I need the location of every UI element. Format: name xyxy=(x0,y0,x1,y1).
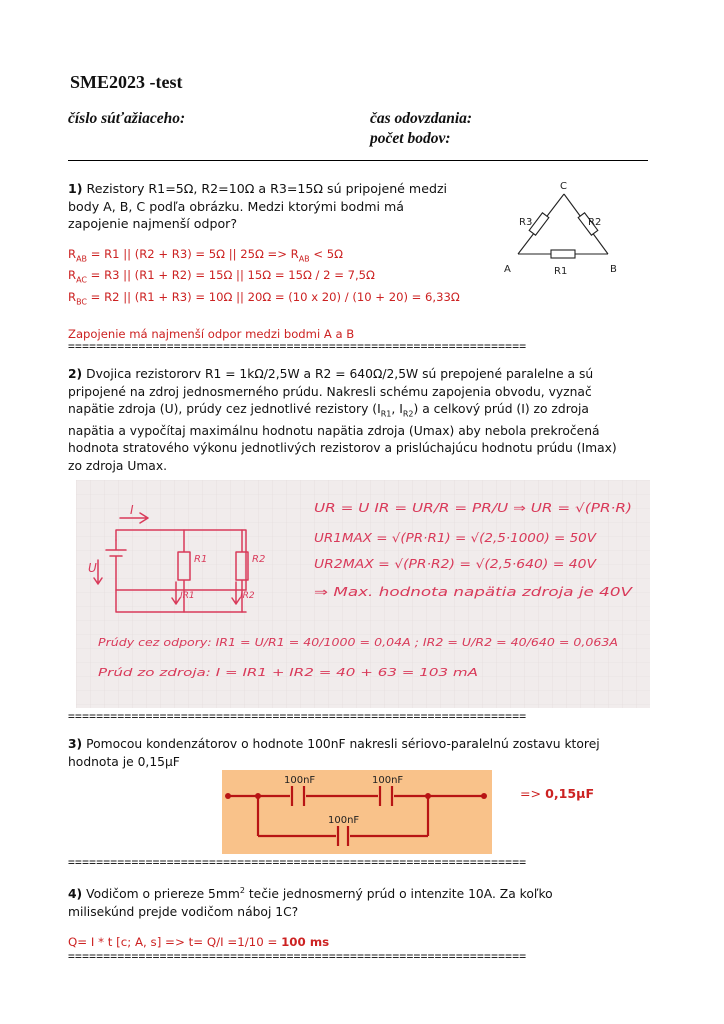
hw-u-label: U xyxy=(88,561,97,575)
q2-line-6: zo zdroja Umax. xyxy=(68,458,168,473)
hw-r1-label: R1 xyxy=(194,554,208,565)
q3-text xyxy=(68,736,668,771)
header-rule xyxy=(68,160,648,161)
q3-capacitor-diagram xyxy=(222,770,492,854)
q3-number: 3) xyxy=(68,737,83,751)
hw-eq-3: UR2MAX = √(PR·R2) = √(2,5·640) = 40V xyxy=(314,557,597,571)
q2-text xyxy=(68,366,668,475)
q2-number: 2) xyxy=(68,367,83,381)
node-b-label: B xyxy=(610,264,617,275)
q3-answer: => 0,15μF xyxy=(520,786,595,801)
q1-answer-ac: $R_{AC} = R3$ || (R1 + R2) = 15Ω || 15Ω = 15Ω / 2 = 7,5Ω xyxy=(68,268,375,285)
hw-eq-6: Prúd zo zdroja: I = IR1 + IR2 = 40 + 63 = 103 mA xyxy=(98,666,478,679)
hw-r2-label: R2 xyxy=(252,554,266,565)
q4-line-2: milisekúnd prejde vodičom náboj 1C? xyxy=(68,904,299,919)
q2-line-1: Dvojica rezistororv R1 = 1kΩ/2,5W a R2 = 640Ω/2,5W sú prepojené paralelne a sú xyxy=(86,367,594,381)
q4-text xyxy=(68,882,668,921)
q4-line-1: Vodičom o priereze $5mm^2$ tečie jednosmerný prúd o intenzite 10A. Za koľko xyxy=(86,886,553,902)
node-a-label: A xyxy=(504,264,511,275)
q1-answers xyxy=(68,246,508,342)
q2-line-2: pripojené na zdroj jednosmerného prúdu. Nakresli schému zapojenia obvodu, vyznač xyxy=(68,384,592,399)
q4-number: 4) xyxy=(68,887,83,902)
cap-2-label: 100nF xyxy=(372,775,404,786)
q1-text xyxy=(68,180,468,233)
r1-label: R1 xyxy=(554,266,568,277)
hw-ir2-label: IR2 xyxy=(240,591,255,601)
r3-label: R3 xyxy=(519,217,533,228)
hw-eq-5: Prúdy cez odpory: IR1 = U/R1 = 40/1000 = 0,04A ; IR2 = U/R2 = 40/640 = 0,063A xyxy=(98,636,618,649)
q1-line-3: zapojenie najmenší odpor? xyxy=(68,216,238,231)
hw-i-label: I xyxy=(130,503,134,517)
separator-4: ================================================================= xyxy=(68,950,527,963)
q1-answer-ab: $R_{AB} = R1$ || (R2 + R3) = 5Ω || $25\Omega => R_{AB} < 5\Omega$ xyxy=(68,247,343,264)
submission-time-label: čas odovzdania: xyxy=(370,110,473,127)
q2-line-4: napätia a vypočítaj maximálnu hodnotu napätia zdroja (Umax) aby nebola prekročená xyxy=(68,423,600,438)
q2-handwritten-solution xyxy=(76,480,650,708)
competitor-number-label: číslo súťažiaceho: xyxy=(68,110,186,127)
q2-line-5: hodnota stratového výkonu jednotlivých rezistorov a prislúchajúcu hodnotu prúdu (Imax) xyxy=(68,441,617,456)
hw-eq-4: ⇒ Max. hodnota napätia zdroja je 40V xyxy=(314,585,634,599)
q1-triangle-diagram xyxy=(490,176,630,284)
hw-eq-1: UR = U IR = UR/R = PR/U ⇒ UR = √(PR·R) xyxy=(314,501,632,515)
q1-conclusion: Zapojenie má najmenší odpor medzi bodmi A a B xyxy=(68,326,355,341)
cap-1-label: 100nF xyxy=(284,775,316,786)
q1-answer-bc: $R_{BC} = R2$ || (R1 + R3) = 10Ω || 20Ω = (10 x 20) / (10 + 20) = 6,33Ω xyxy=(68,289,460,306)
points-label: počet bodov: xyxy=(370,130,451,147)
q1-line-2: body A, B, C podľa obrázku. Medzi ktorými bodmi má xyxy=(68,198,404,214)
hw-ir1-label: IR1 xyxy=(180,591,195,601)
separator-1: ================================================================= xyxy=(68,340,527,353)
q1-line-1: Rezistory R1=5Ω, R2=10Ω a R3=15Ω sú pripojené medzi xyxy=(86,181,448,196)
separator-3: ================================================================= xyxy=(68,856,527,869)
q3-line-2: hodnota je 0,15μF xyxy=(68,754,180,769)
r2-label: R2 xyxy=(588,217,602,228)
q2-line-3: napätie zdroja (U), prúdy cez jednotlivé rezistory ($I_{R1}$, $I_{R2}$) a celkový prúd (I) zo zdroja xyxy=(68,402,589,419)
q3-line-1: Pomocou kondenzátorov o hodnote 100nF nakresli sériovo-paralelnú zostavu ktorej xyxy=(86,737,600,751)
separator-2: ================================================================= xyxy=(68,710,527,723)
node-c-label: C xyxy=(560,181,567,192)
page-title: SME2023 -test xyxy=(70,72,183,92)
cap-3-label: 100nF xyxy=(328,815,360,826)
q4-answer: Q= I * t [c; A, s] => t= Q/I =1/10 = 100 ms xyxy=(68,935,330,949)
q1-number: 1) xyxy=(68,181,83,196)
hw-eq-2: UR1MAX = √(PR·R1) = √(2,5·1000) = 50V xyxy=(314,531,597,545)
